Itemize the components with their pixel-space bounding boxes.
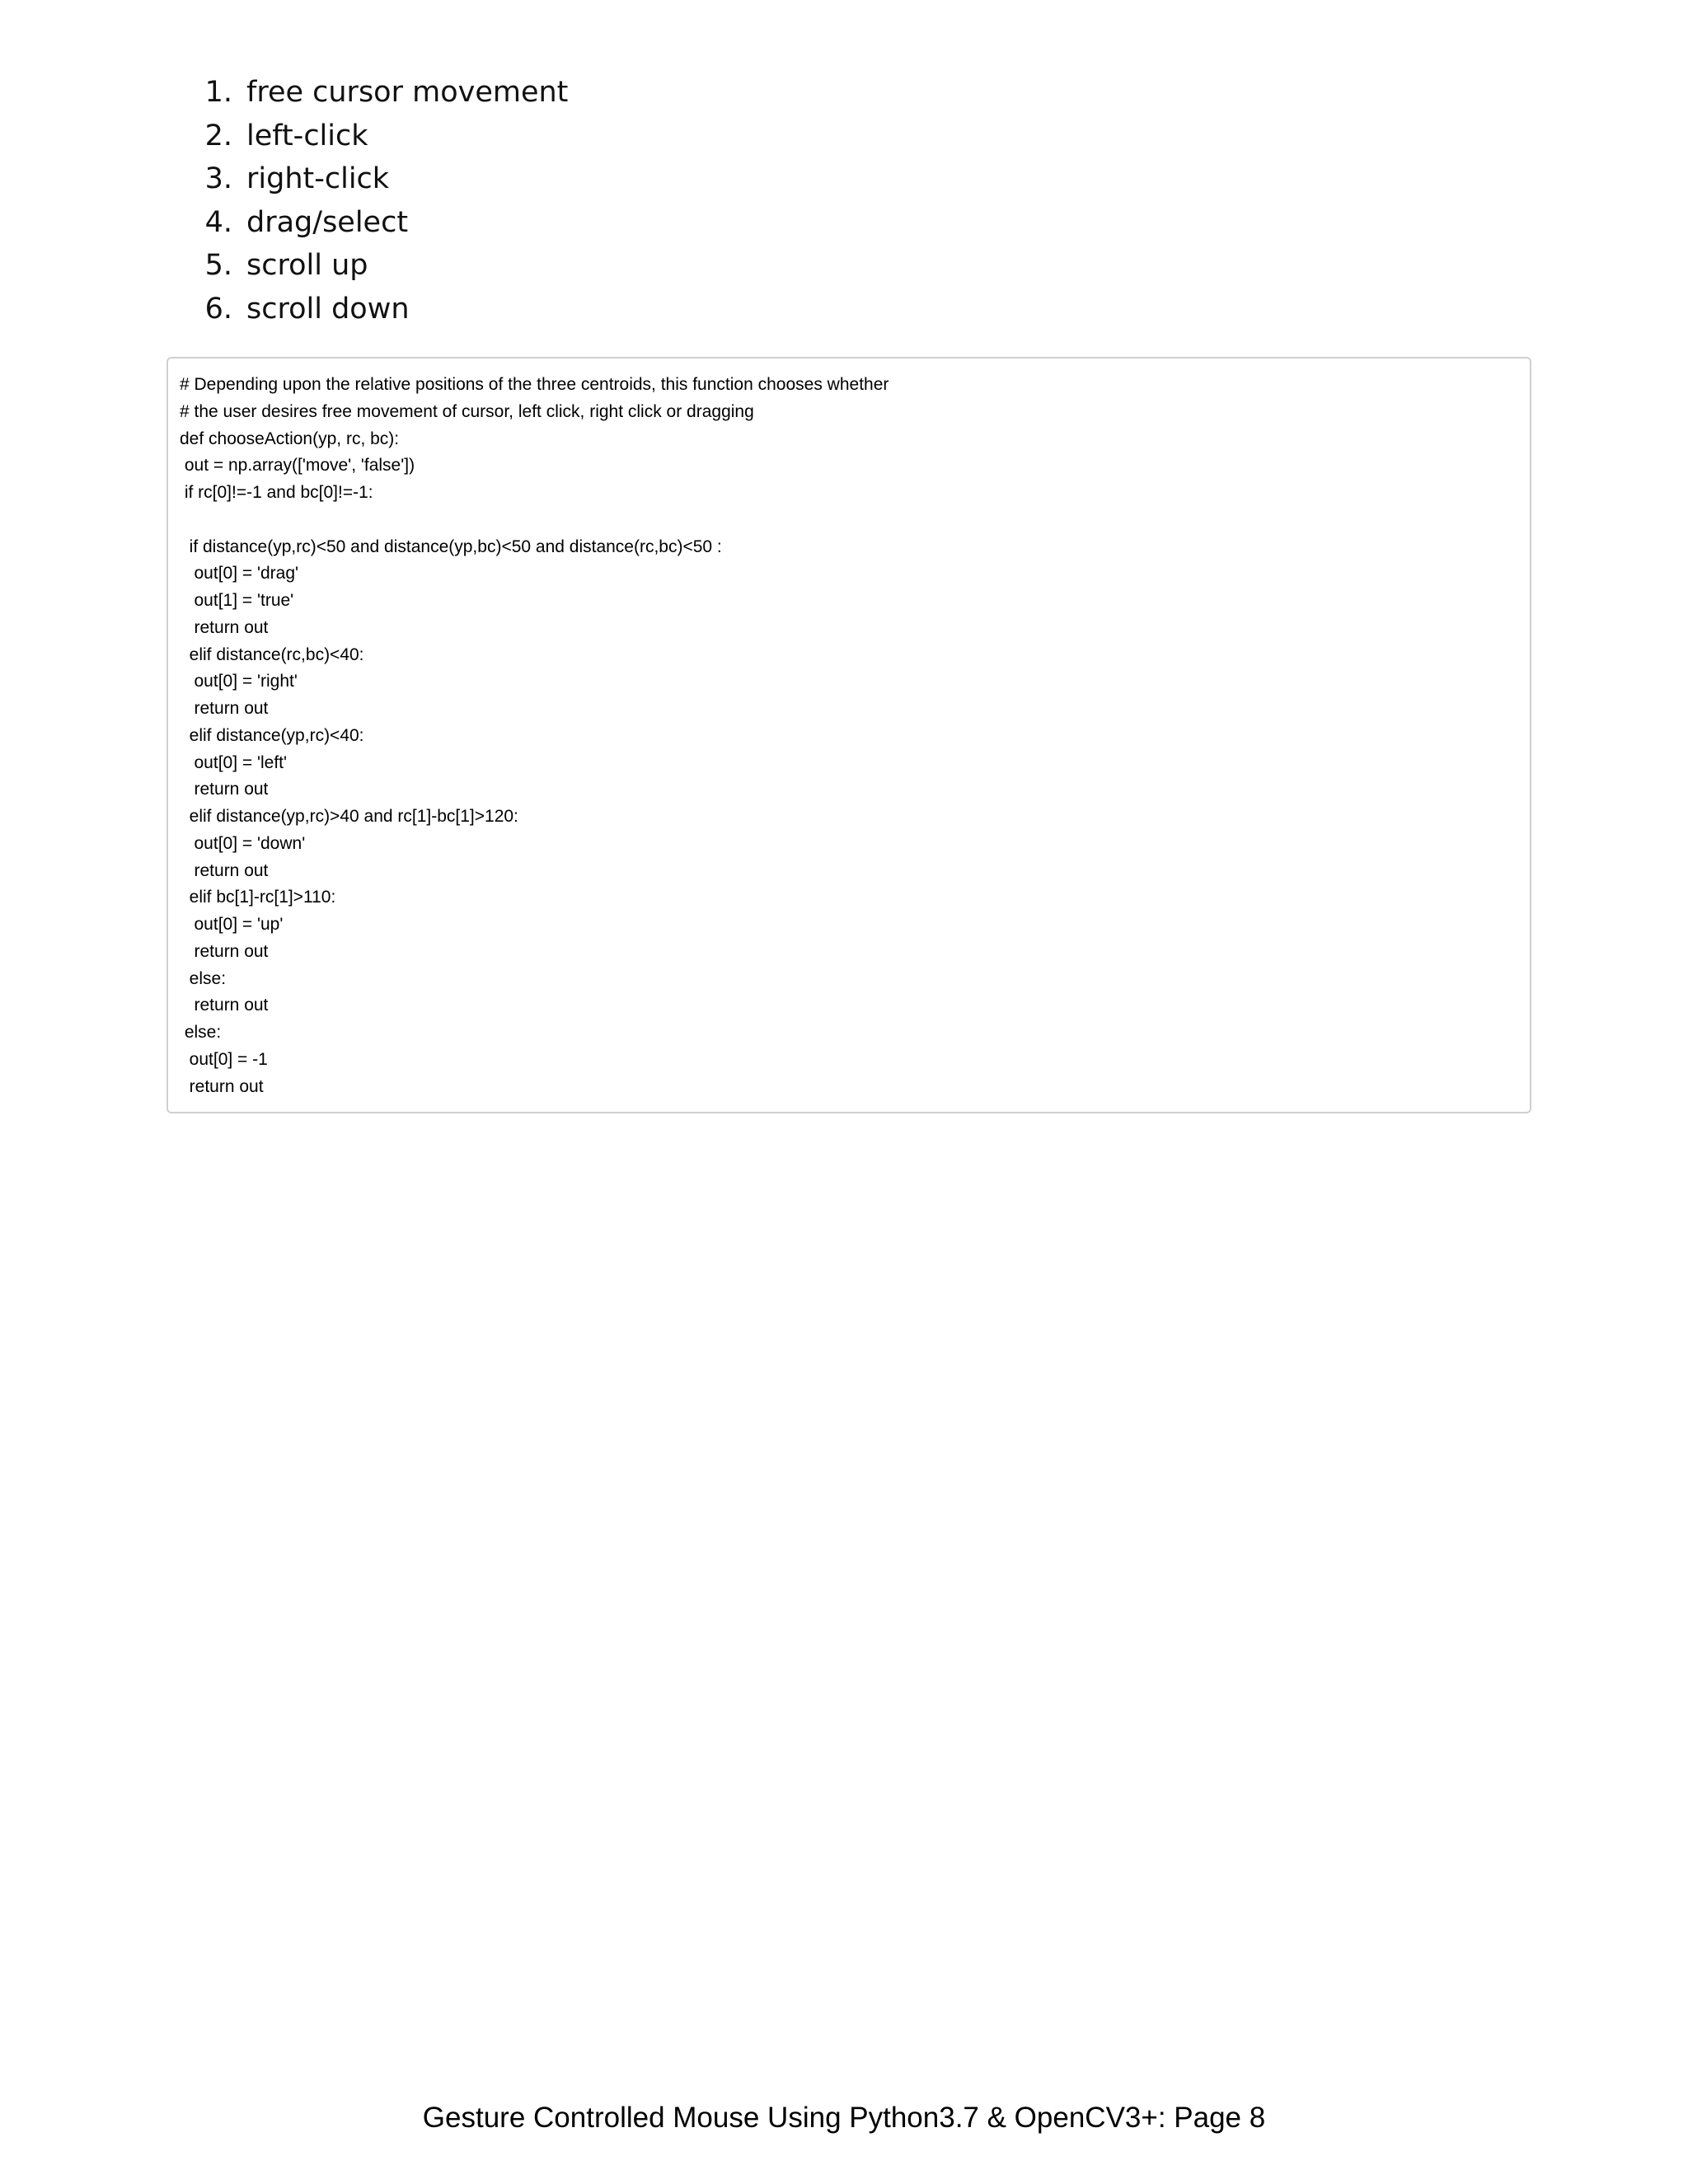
list-item	[190, 244, 568, 288]
code-line: elif distance(rc,bc)<40:	[180, 644, 364, 664]
code-line: out[0] = 'right'	[180, 672, 298, 691]
code-line: out[0] = 'left'	[180, 752, 288, 772]
list-item	[190, 71, 568, 115]
code-line: # the user desires free movement of cursor, left click, right click or dragging	[180, 401, 754, 421]
list-item-label: left-click	[246, 119, 368, 152]
code-line: elif bc[1]-rc[1]>110:	[180, 888, 336, 907]
list-item	[190, 288, 568, 331]
list-item	[190, 201, 568, 245]
code-line: elif distance(yp,rc)>40 and rc[1]-bc[1]>120:	[180, 807, 518, 826]
code-line: out[0] = 'drag'	[180, 564, 299, 583]
list-item-number: 5.	[204, 249, 232, 282]
code-line: return out	[180, 617, 269, 637]
code-line: return out	[180, 860, 269, 880]
code-line: out[1] = 'true'	[180, 591, 294, 610]
list-item-number: 4.	[204, 205, 232, 239]
code-line: elif distance(yp,rc)<40:	[180, 725, 364, 745]
code-line: return out	[180, 699, 269, 718]
list-item-number: 6.	[204, 292, 232, 326]
code-line: else:	[180, 968, 227, 988]
code-line: return out	[180, 780, 269, 799]
list-item	[190, 115, 568, 158]
code-line: return out	[180, 996, 269, 1015]
list-item-label: scroll down	[246, 292, 410, 326]
list-item-label: free cursor movement	[246, 76, 569, 109]
list-item-label: right-click	[246, 162, 390, 195]
list-item-number: 2.	[204, 119, 232, 152]
code-line: else:	[180, 1023, 222, 1042]
page-footer: Gesture Controlled Mouse Using Python3.7 & OpenCV3+: Page 8	[422, 2102, 1266, 2134]
code-line: return out	[180, 1076, 264, 1096]
code-block	[166, 357, 1531, 1113]
code-line: # Depending upon the relative positions of the three centroids, this function chooses whether	[180, 375, 889, 394]
code-line: out[0] = -1	[180, 1049, 268, 1069]
list-item-number: 1.	[204, 76, 232, 109]
code-line	[180, 507, 1518, 534]
list-item	[190, 157, 568, 201]
code-line: out = np.array(['move', 'false'])	[180, 456, 415, 476]
list-item-label: drag/select	[246, 205, 409, 239]
code-line: def chooseAction(yp, rc, bc):	[180, 429, 400, 448]
code-line: out[0] = 'up'	[180, 915, 284, 934]
list-item-number: 3.	[204, 162, 232, 195]
code-line: return out	[180, 941, 269, 961]
code-line: if distance(yp,rc)<50 and distance(yp,bc)<50 and distance(rc,bc)<50 :	[180, 537, 722, 556]
code-line: out[0] = 'down'	[180, 833, 306, 853]
gesture-list	[190, 71, 568, 330]
code-line: if rc[0]!=-1 and bc[0]!=-1:	[180, 483, 373, 502]
list-item-label: scroll up	[246, 249, 368, 282]
